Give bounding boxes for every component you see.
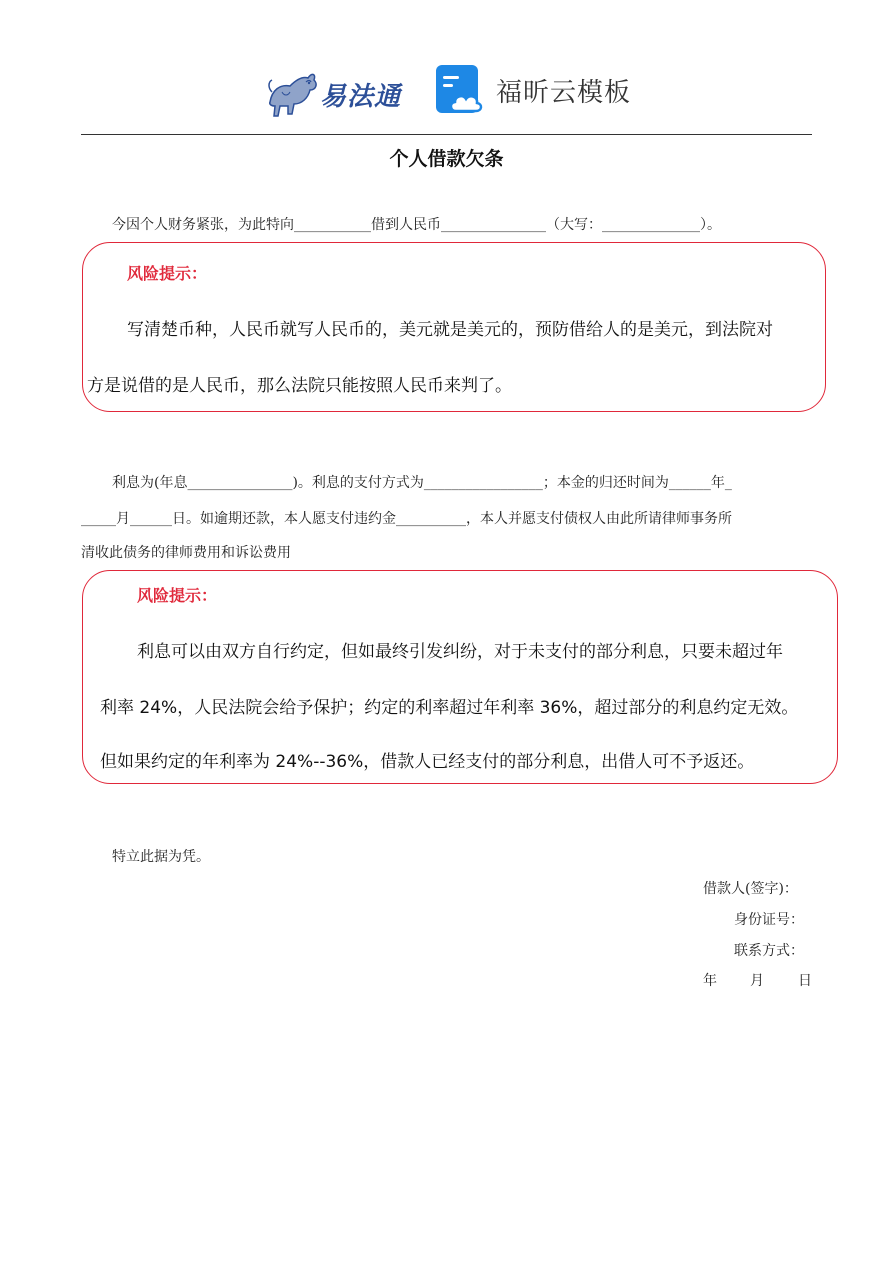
document-title: 个人借款欠条 <box>389 148 504 170</box>
fuxin-cloud-doc-icon <box>436 65 486 117</box>
risk-text-line: 但如果约定的年利率为 24%--36%，借款人已经支付的部分利息，出借人可不予返还。 <box>100 752 755 772</box>
risk-text-line: 利息可以由双方自行约定，但如最终引发纠纷，对于未支付的部分利息，只要未超过年 <box>137 642 783 662</box>
risk-text-line: 写清楚币种，人民币就写人民币的，美元就是美元的，预防借给人的是美元，到法院对 <box>127 320 773 340</box>
date-day: 日 <box>798 973 812 989</box>
header-logos <box>0 60 893 124</box>
paragraph-interest-line: 清收此债务的律师费用和诉讼费用 <box>81 545 291 561</box>
qilin-icon <box>262 62 322 122</box>
risk-label: 风险提示： <box>137 586 218 605</box>
risk-label: 风险提示： <box>127 264 208 283</box>
yifatong-logo <box>262 62 422 122</box>
borrower-signature-label: 借款人(签字)： <box>703 881 798 897</box>
date-month: 月 <box>750 973 764 989</box>
yifatong-logo-text: 易法通 <box>320 82 402 112</box>
contact-label: 联系方式： <box>734 943 804 959</box>
closing-statement: 特立此据为凭。 <box>112 849 210 865</box>
paragraph-borrow-amount: 今因个人财务紧张，为此特向___________借到人民币_______________（大写：______________）。 <box>112 217 721 233</box>
risk-text-line: 利率 24%，人民法院会给予保护；约定的利率超过年利率 36%，超过部分的利息约定无效。 <box>100 698 799 718</box>
risk-box-currency <box>82 242 826 412</box>
id-number-label: 身份证号： <box>734 912 804 928</box>
header-divider <box>81 134 812 135</box>
paragraph-interest-line: _____月______日。如逾期还款，本人愿支付违约金__________，本人并愿支付债权人由此所请律师事务所 <box>81 511 732 527</box>
paragraph-interest-line: 利息为(年息_______________)。利息的支付方式为_________________；本金的归还时间为______年_ <box>112 475 732 491</box>
risk-box-interest <box>82 570 838 784</box>
fuxin-logo-text: 福昕云模板 <box>496 78 632 108</box>
risk-text-line: 方是说借的是人民币，那么法院只能按照人民币来判了。 <box>87 376 512 396</box>
date-year: 年 <box>703 973 717 989</box>
